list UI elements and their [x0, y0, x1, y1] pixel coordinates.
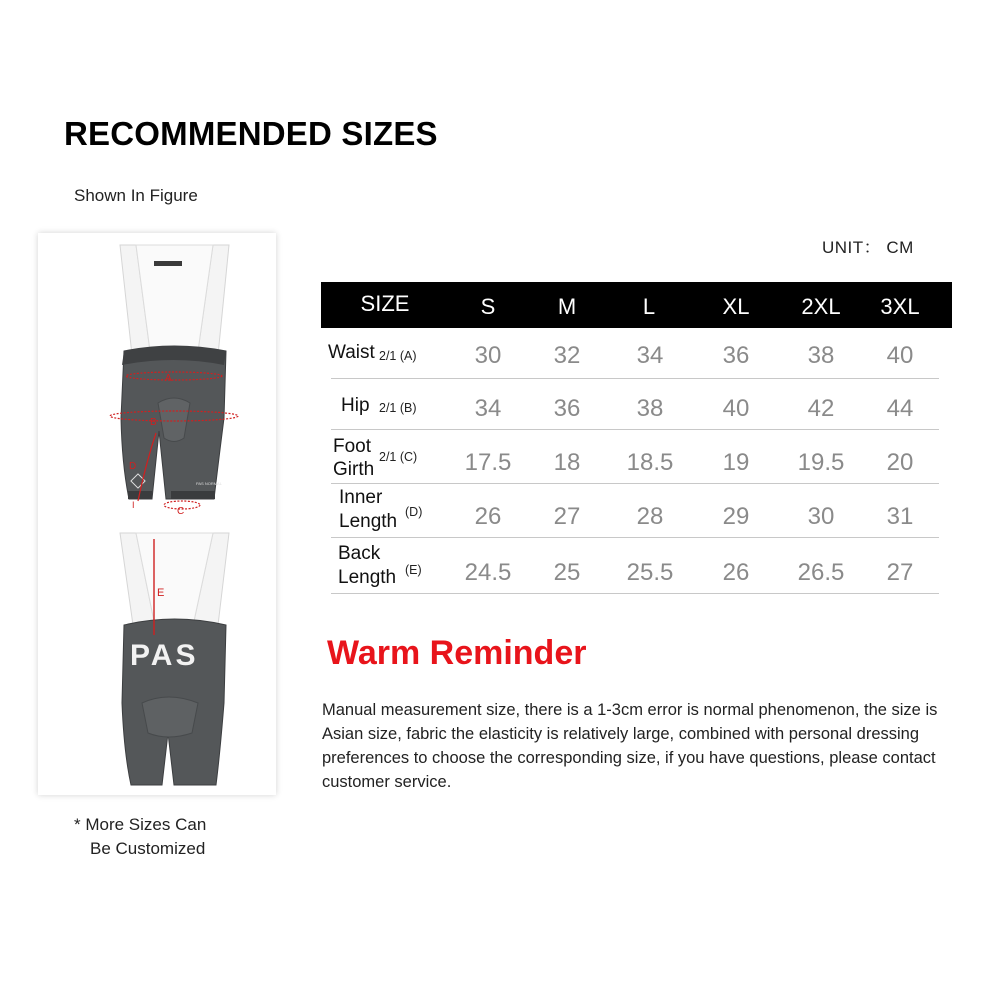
marker-a: A: [165, 373, 172, 384]
warm-reminder-title: Warm Reminder: [327, 634, 587, 672]
value-cell: 27: [886, 559, 914, 586]
value-cell: 19: [722, 449, 750, 476]
table-row: [331, 429, 939, 484]
note-line-2: Be Customized: [90, 839, 206, 858]
warm-reminder-text: Manual measurement size, there is a 1-3cm error is normal phenomenon, the size is Asian size, fabric the elasticity is relatively large, combined with personal dressing preferences to choose the corresponding size, if you have questions, please contact customer service.: [322, 701, 938, 791]
value-cell: 40: [722, 395, 750, 422]
marker-d: D: [129, 461, 137, 472]
row-sub-label: (E): [405, 563, 422, 577]
header-size-label: SIZE: [360, 291, 410, 316]
row-label-line-2: Length: [338, 567, 397, 588]
row-label: Waist: [328, 342, 375, 363]
value-cell: 32: [553, 342, 581, 369]
back-view: [120, 533, 229, 785]
value-cell: 34: [636, 342, 664, 369]
marker-b: B: [150, 417, 157, 428]
row-label: Foot: [333, 436, 372, 457]
value-cell: 31: [886, 503, 914, 530]
value-cell: 25.5: [626, 559, 674, 586]
row-sub-label: 2/1 (A): [379, 349, 417, 363]
value-cell: 30: [474, 342, 502, 369]
row-label-line-2: Length: [339, 511, 398, 532]
header-size-l: L: [642, 294, 656, 319]
row-label-line-2: Girth: [333, 459, 375, 480]
bib-shorts-illustration: [38, 233, 276, 795]
value-cell: 26: [722, 559, 750, 586]
header-size-2xl: 2XL: [801, 294, 841, 319]
header-size-s: S: [480, 294, 496, 319]
value-cell: 20: [886, 449, 914, 476]
value-cell: 26.5: [797, 559, 845, 586]
row-sub-label: 2/1 (C): [379, 450, 418, 464]
table-row: [331, 378, 939, 430]
page-title: RECOMMENDED SIZES: [64, 115, 438, 152]
row-sub-label: 2/1 (B): [379, 401, 417, 415]
marker-c: C: [177, 506, 185, 517]
value-cell: 18.5: [626, 449, 674, 476]
value-cell: 44: [886, 395, 914, 422]
row-label: Back: [338, 543, 381, 564]
value-cell: 24.5: [464, 559, 512, 586]
header-size-m: M: [557, 294, 577, 319]
row-label: Hip: [341, 395, 370, 416]
row-label: Inner: [339, 487, 383, 508]
svg-text:I: I: [132, 500, 135, 510]
table-row: [331, 483, 939, 538]
back-print-text: PAS: [130, 639, 199, 672]
value-cell: 19.5: [797, 449, 845, 476]
header-size-xl: XL: [722, 294, 750, 319]
customization-note: [74, 813, 206, 861]
value-cell: 38: [636, 395, 664, 422]
row-sub-label: (D): [405, 505, 423, 519]
product-figure: [38, 233, 276, 795]
front-view: [110, 245, 238, 517]
value-cell: 26: [474, 503, 502, 530]
value-cell: 36: [553, 395, 581, 422]
marker-e: E: [157, 587, 165, 599]
note-line-1: * More Sizes Can: [74, 815, 207, 834]
value-cell: 17.5: [464, 449, 512, 476]
table-row: [331, 537, 939, 594]
svg-text:PAS NORMAL: PAS NORMAL: [196, 481, 222, 486]
value-cell: 27: [553, 503, 581, 530]
unit-label: UNIT： CM: [822, 238, 914, 257]
value-cell: 18: [553, 449, 581, 476]
value-cell: 29: [722, 503, 750, 530]
header-size-3xl: 3XL: [880, 294, 920, 319]
value-cell: 34: [474, 395, 502, 422]
value-cell: 38: [807, 342, 835, 369]
table-header: [321, 282, 952, 328]
value-cell: 36: [722, 342, 750, 369]
value-cell: 30: [807, 503, 835, 530]
value-cell: 25: [553, 559, 581, 586]
value-cell: 40: [886, 342, 914, 369]
value-cell: 42: [807, 395, 835, 422]
table-row: [328, 328, 939, 379]
figure-caption: Shown In Figure: [74, 186, 198, 205]
value-cell: 28: [636, 503, 664, 530]
